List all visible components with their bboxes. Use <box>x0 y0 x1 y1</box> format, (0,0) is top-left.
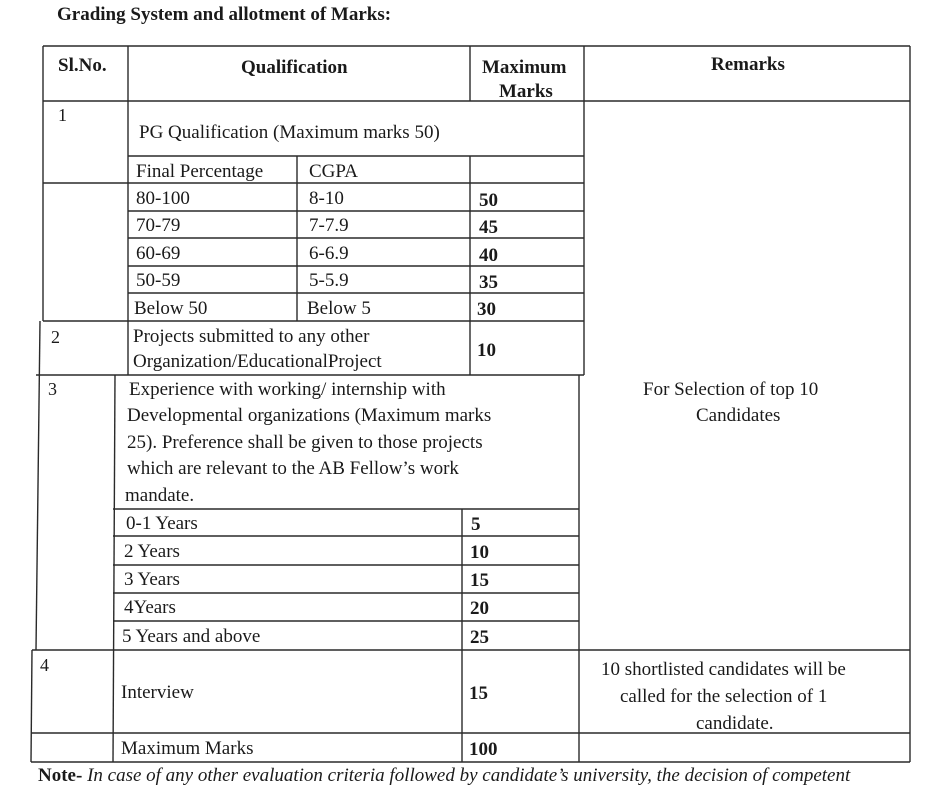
note <box>38 765 850 787</box>
header-remarks: Remarks <box>711 54 785 75</box>
table-row-pct: Below 50 <box>134 298 208 319</box>
section4-marks: 15 <box>469 683 488 704</box>
table-row-pct: 80-100 <box>136 188 190 209</box>
table-row-marks: 35 <box>479 272 498 293</box>
table-row-cgpa: 8-10 <box>309 188 344 209</box>
table-row-years: 5 Years and above <box>122 626 261 647</box>
remarks-top-line1: For Selection of top 10 <box>643 379 819 400</box>
remarks-top-line2: Candidates <box>696 405 781 426</box>
section3-no: 3 <box>48 379 57 399</box>
table-row-years: 0-1 Years <box>126 513 198 534</box>
section1-no: 1 <box>58 105 67 125</box>
section3-desc-line: Experience with working/ internship with <box>129 379 446 400</box>
section4-remark-line: called for the selection of 1 <box>620 686 828 707</box>
page-title: Grading System and allotment of Marks: <box>57 4 392 25</box>
note-text: In case of any other evaluation criteria followed by candidate’s university, the decision of competent <box>87 765 851 786</box>
table-row-marks: 10 <box>470 542 489 563</box>
section1-heading: PG Qualification (Maximum marks 50) <box>139 122 440 143</box>
section1-col-percentage: Final Percentage <box>136 161 264 182</box>
section4-no: 4 <box>40 655 49 675</box>
table-row-pct: 50-59 <box>136 270 181 291</box>
table-row-marks: 20 <box>470 598 489 619</box>
table-row-marks: 30 <box>477 299 496 320</box>
table-row-marks: 25 <box>470 627 489 648</box>
header-slno: Sl.No. <box>58 55 107 76</box>
header-max-line1: Maximum <box>482 57 567 78</box>
header-max-line2: Marks <box>499 81 553 102</box>
section2-line1: Projects submitted to any other <box>133 326 370 347</box>
total-marks: 100 <box>469 739 498 760</box>
section3-desc-line: which are relevant to the AB Fellow’s work <box>127 458 459 479</box>
table-row-marks: 50 <box>479 190 498 211</box>
table-row-years: 4Years <box>124 597 176 618</box>
header-qualification: Qualification <box>241 57 348 78</box>
table-row-cgpa: 7-7.9 <box>309 215 349 236</box>
table-row-marks: 40 <box>479 245 498 266</box>
section2-no: 2 <box>51 327 60 347</box>
note-label: Note- <box>38 765 83 786</box>
table-row-cgpa: 6-6.9 <box>309 243 349 264</box>
section4-remark-line: 10 shortlisted candidates will be <box>601 659 846 680</box>
total-label: Maximum Marks <box>121 738 254 759</box>
table-row-cgpa: 5-5.9 <box>309 270 349 291</box>
table-row-years: 3 Years <box>124 569 180 590</box>
section3-desc-line: Developmental organizations (Maximum marks <box>127 405 492 426</box>
table-row-years: 2 Years <box>124 541 180 562</box>
table-row-marks: 45 <box>479 217 498 238</box>
table-row-pct: 60-69 <box>136 243 181 264</box>
table-row-marks: 5 <box>471 514 481 535</box>
section2-marks: 10 <box>477 340 496 361</box>
section4-remark-line: candidate. <box>696 713 774 734</box>
section3-desc-line: 25). Preference shall be given to those projects <box>127 432 483 453</box>
section1-col-cgpa: CGPA <box>309 161 358 182</box>
table-row-cgpa: Below 5 <box>307 298 371 319</box>
section4-label: Interview <box>121 682 194 703</box>
section2-line2: Organization/EducationalProject <box>133 351 382 372</box>
table-row-pct: 70-79 <box>136 215 181 236</box>
table-row-marks: 15 <box>470 570 489 591</box>
section3-desc-line: mandate. <box>125 485 195 506</box>
